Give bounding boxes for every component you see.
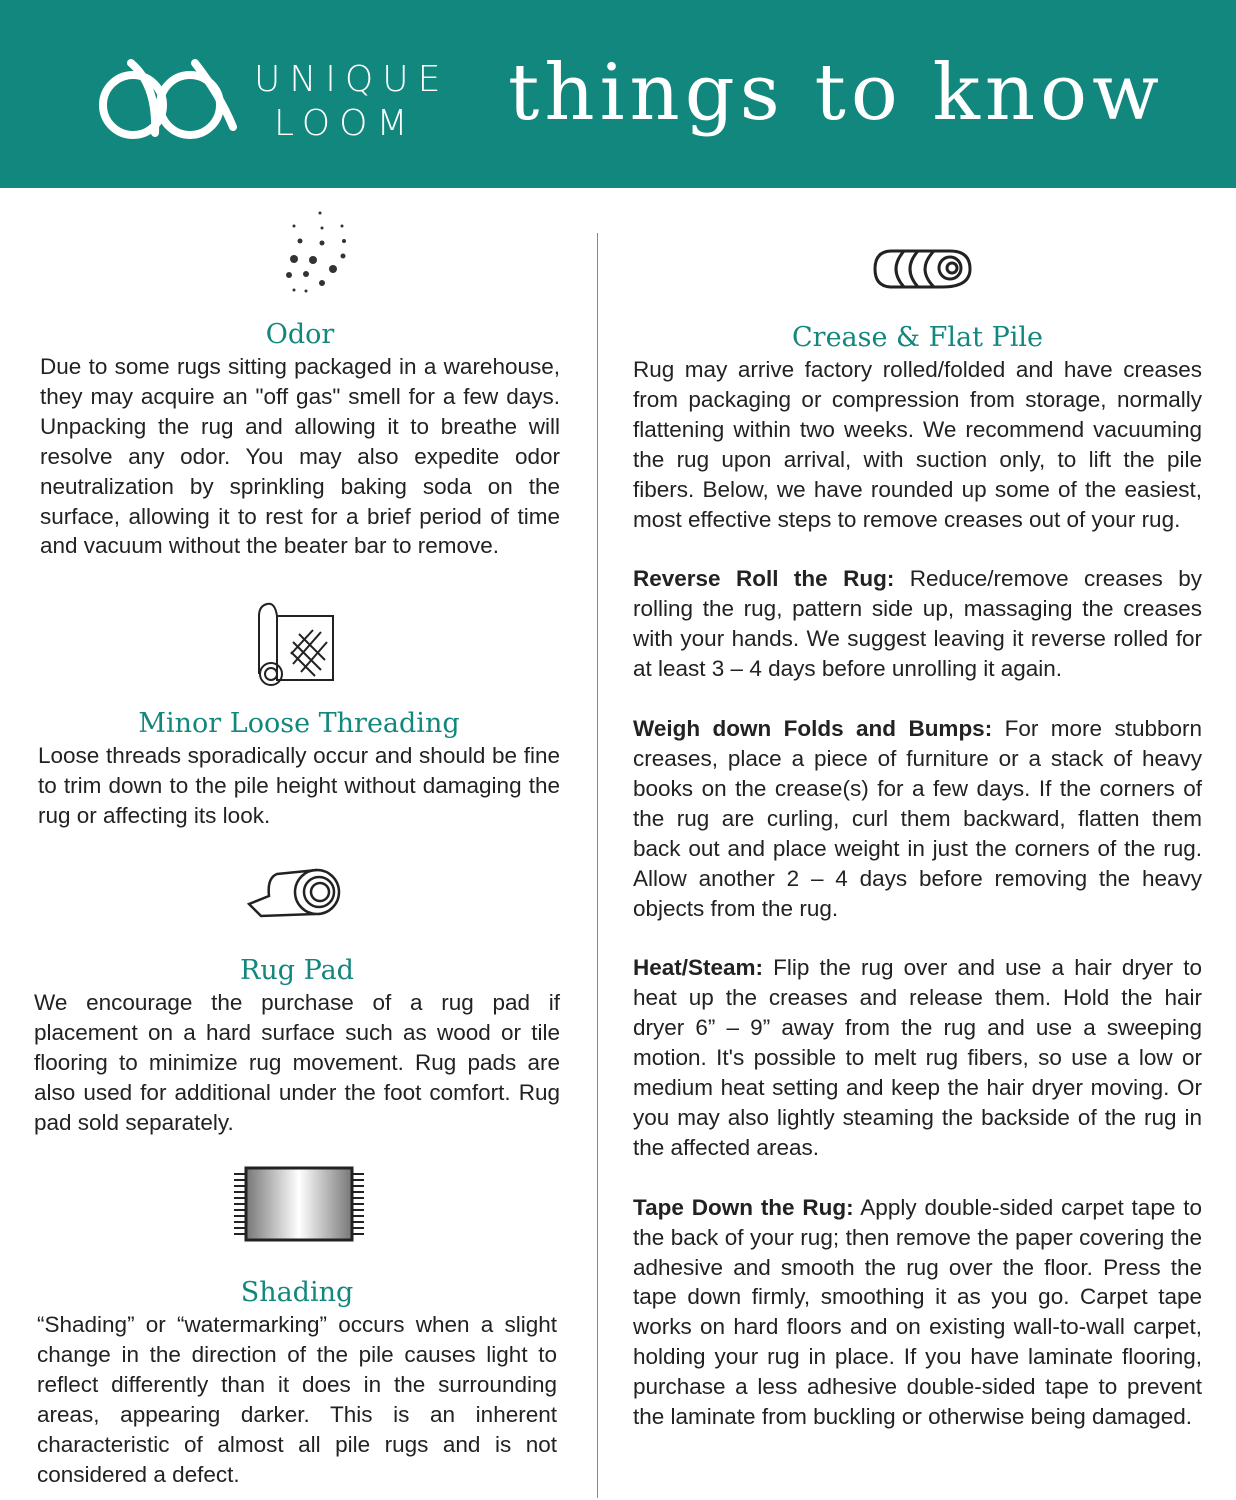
tip-title: Weigh down Folds and Bumps: [633, 716, 993, 742]
rolled-rug-icon [872, 248, 974, 290]
section-heading: Crease & Flat Pile [792, 322, 1043, 353]
section-odor [40, 318, 560, 561]
brand-line-2: LOOM [274, 103, 417, 144]
tip-title: Heat/Steam: [633, 955, 764, 981]
header-banner [0, 0, 1236, 188]
section-text: “Shading” or “watermarking” occurs when a slight change in the direction of the pile causes light to reflect differently than it does in the surrounding areas, appearing darker. This is an inherent characteristic of almost all pile rugs and is not considered a defect. [37, 1312, 557, 1487]
section-heading: Shading [240, 1277, 354, 1308]
tip-title: Reverse Roll the Rug: [633, 566, 895, 592]
section-heading: Rug Pad [240, 955, 354, 986]
section-shading [37, 1276, 557, 1489]
section-intro: Rug may arrive factory rolled/folded and have creases from packaging or compression from storage, normally flattening within two weeks. We recommend vacuuming the rug upon arrival, with suction only, to lift the pile fibers. Below, we have rounded up some of the easiest, most effective steps to remove creases out of your rug. [633, 357, 1202, 532]
brand-line-1: UNIQUE [254, 59, 450, 100]
page-title: things to know [508, 48, 1164, 138]
rolled-rug-pad-icon [247, 866, 345, 924]
column-divider [597, 233, 598, 1498]
section-text: Loose threads sporadically occur and should be fine to trim down to the pile height without damaging the rug or affecting its look. [38, 743, 560, 828]
tip-text: Reduce/remove creases by rolling the rug, pattern side up, massaging the creases with your hands. We suggest leaving it reverse rolled for at least 3 – 4 days before unrolling it again. [633, 566, 1202, 682]
unique-loom-logo-icon [95, 55, 240, 140]
section-loose-threading [38, 707, 560, 831]
section-heading: Minor Loose Threading [138, 708, 460, 739]
section-heading: Odor [265, 319, 335, 350]
tip-text: For more stubborn creases, place a piece of furniture or a stack of heavy books on the crease(s) for a few days. If the corners of the rug are curling, curl them backward, flatten them back out and place weight in just the corners of the rug. Allow another 2 – 4 days before removing the heavy objects from the rug. [633, 716, 1202, 921]
shaded-rug-icon [234, 1166, 364, 1242]
tip-title: Tape Down the Rug: [633, 1194, 854, 1220]
section-rug-pad [34, 954, 560, 1138]
tip-tape-down [633, 1193, 1202, 1432]
loose-thread-rug-icon [255, 602, 337, 686]
dots-odor-icon [280, 208, 350, 298]
tip-weigh-down [633, 714, 1202, 923]
section-crease-flat-pile [633, 321, 1202, 1432]
tip-reverse-roll [633, 564, 1202, 684]
brand-name [254, 58, 449, 146]
section-text: We encourage the purchase of a rug pad if placement on a hard surface such as wood or tile flooring to minimize rug movement. Rug pads are also used for additional under the foot comfort. Rug pad sold separately. [34, 990, 560, 1135]
tip-text: Flip the rug over and use a hair dryer to heat up the creases and release them. Hold the hair dryer 6” – 9” away from the rug and use a sweeping motion. It's possible to melt rug fibers, so use a low or medium heat setting and keep the hair dryer moving. Or you may also lightly steaming the backside of the rug in the affected areas. [633, 955, 1202, 1160]
section-text: Due to some rugs sitting packaged in a warehouse, they may acquire an "off gas" smell for a few days. Unpacking the rug and allowing it to breathe will resolve any odor. You may also expedite odor neutralization by sprinkling baking soda on the surface, allowing it to rest for a brief period of time and vacuum without the beater bar to remove. [40, 354, 560, 559]
tip-text: Apply double-sided carpet tape to the back of your rug; then remove the paper covering the adhesive and smooth the rug over the floor. Press the tape down firmly, smoothing it as you go. Carpet tape works on hard floors and on existing wall-to-wall carpet, holding your rug in place. If you have laminate flooring, purchase a less adhesive double-sided tape to prevent the laminate from buckling or otherwise being damaged. [633, 1194, 1202, 1430]
tip-heat-steam [633, 953, 1202, 1162]
